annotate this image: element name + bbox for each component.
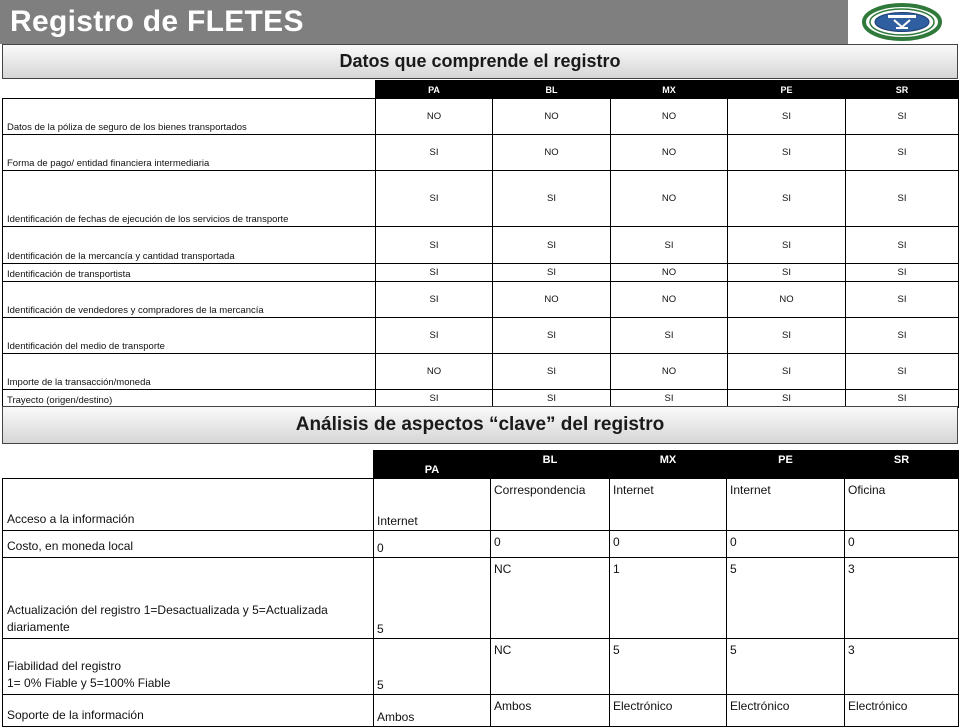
cell-value: Correspondencia: [491, 479, 610, 531]
cell-value: NO: [611, 264, 728, 282]
table-row: [3, 171, 959, 227]
data-fields-table: [2, 80, 959, 408]
key-aspects-table: [2, 450, 959, 727]
cell-value: NO: [376, 99, 493, 135]
cell-value: Oficina: [845, 479, 959, 531]
cell-value: SI: [611, 318, 728, 354]
cell-value: SI: [846, 354, 959, 390]
cell-value: SI: [728, 99, 846, 135]
table-row: [3, 282, 959, 318]
cell-value: NO: [493, 135, 611, 171]
section-title-datos: Datos que comprende el registro: [2, 44, 958, 79]
cell-value: SI: [728, 264, 846, 282]
cell-value: 0: [374, 531, 491, 558]
table-row: [3, 264, 959, 282]
cell-value: SI: [846, 99, 959, 135]
cell-value: SI: [376, 264, 493, 282]
organization-seal-icon: [848, 0, 960, 44]
cell-value: Electrónico: [727, 695, 845, 727]
cell-value: 1: [610, 558, 727, 639]
cell-value: NO: [611, 135, 728, 171]
row-label: Identificación de vendedores y compradores de la mercancía: [3, 282, 376, 318]
column-header: PE: [727, 451, 845, 479]
cell-value: SI: [728, 354, 846, 390]
cell-value: NO: [493, 99, 611, 135]
cell-value: SI: [846, 282, 959, 318]
row-label: Acceso a la información: [3, 479, 374, 531]
cell-value: SI: [728, 227, 846, 264]
row-label: Costo, en moneda local: [3, 531, 374, 558]
cell-value: 5: [610, 639, 727, 695]
cell-value: 3: [845, 558, 959, 639]
cell-value: 0: [491, 531, 610, 558]
cell-value: 0: [845, 531, 959, 558]
table-header-row: [3, 81, 959, 99]
row-label: Importe de la transacción/moneda: [3, 354, 376, 390]
table-row: [3, 695, 959, 727]
cell-value: NO: [728, 282, 846, 318]
column-header: BL: [493, 81, 611, 99]
cell-value: Internet: [727, 479, 845, 531]
row-label: Fiabilidad del registro 1= 0% Fiable y 5=100% Fiable: [3, 639, 374, 695]
row-label: Actualización del registro 1=Desactualizada y 5=Actualizada diariamente: [3, 558, 374, 639]
column-header: SR: [845, 451, 959, 479]
cell-value: SI: [846, 227, 959, 264]
cell-value: SI: [846, 171, 959, 227]
cell-value: 3: [845, 639, 959, 695]
cell-value: SI: [493, 227, 611, 264]
cell-value: Internet: [610, 479, 727, 531]
cell-value: Internet: [374, 479, 491, 531]
cell-value: SI: [493, 354, 611, 390]
cell-value: NO: [611, 354, 728, 390]
cell-value: SI: [376, 318, 493, 354]
column-header: MX: [611, 81, 728, 99]
cell-value: SI: [846, 390, 959, 408]
row-label: Identificación de la mercancía y cantidad transportada: [3, 227, 376, 264]
logo: [848, 0, 960, 44]
cell-value: NO: [611, 171, 728, 227]
cell-value: SI: [376, 282, 493, 318]
row-label: Soporte de la información: [3, 695, 374, 727]
cell-value: SI: [376, 227, 493, 264]
cell-value: NO: [611, 99, 728, 135]
cell-value: SI: [611, 390, 728, 408]
table-row: [3, 318, 959, 354]
cell-value: SI: [728, 390, 846, 408]
table-row: [3, 639, 959, 695]
table-header-row: [3, 451, 959, 479]
column-header: PA: [376, 81, 493, 99]
row-label: Forma de pago/ entidad financiera intermediaria: [3, 135, 376, 171]
cell-value: NC: [491, 558, 610, 639]
cell-value: NO: [376, 354, 493, 390]
cell-value: 5: [374, 558, 491, 639]
column-header: SR: [846, 81, 959, 99]
cell-value: SI: [846, 318, 959, 354]
table-row: [3, 135, 959, 171]
header-corner: [3, 451, 374, 479]
cell-value: SI: [493, 171, 611, 227]
header-corner: [3, 81, 376, 99]
column-header: BL: [491, 451, 610, 479]
section-title-analisis: Análisis de aspectos “clave” del registro: [2, 406, 958, 444]
cell-value: SI: [846, 135, 959, 171]
table-row: [3, 558, 959, 639]
cell-value: NC: [491, 639, 610, 695]
cell-value: SI: [493, 318, 611, 354]
table-row: [3, 227, 959, 264]
column-header: MX: [610, 451, 727, 479]
cell-value: 5: [727, 639, 845, 695]
cell-value: SI: [376, 390, 493, 408]
row-label: Identificación del medio de transporte: [3, 318, 376, 354]
cell-value: Ambos: [491, 695, 610, 727]
column-header: PE: [728, 81, 846, 99]
cell-value: SI: [493, 264, 611, 282]
cell-value: 0: [610, 531, 727, 558]
row-label: Identificación de transportista: [3, 264, 376, 282]
cell-value: NO: [611, 282, 728, 318]
cell-value: 5: [727, 558, 845, 639]
cell-value: SI: [376, 135, 493, 171]
table-row: [3, 99, 959, 135]
cell-value: SI: [728, 171, 846, 227]
cell-value: SI: [611, 227, 728, 264]
cell-value: NO: [493, 282, 611, 318]
row-label: Datos de la póliza de seguro de los bienes transportados: [3, 99, 376, 135]
page-title: Registro de FLETES: [10, 5, 304, 38]
cell-value: SI: [846, 264, 959, 282]
table-row: [3, 531, 959, 558]
table-row: [3, 390, 959, 408]
cell-value: Ambos: [374, 695, 491, 727]
cell-value: SI: [493, 390, 611, 408]
cell-value: Electrónico: [845, 695, 959, 727]
cell-value: SI: [376, 171, 493, 227]
row-label: Trayecto (origen/destino): [3, 390, 376, 408]
column-header: PA: [374, 451, 491, 479]
table-row: [3, 479, 959, 531]
cell-value: 0: [727, 531, 845, 558]
row-label: Identificación de fechas de ejecución de los servicios de transporte: [3, 171, 376, 227]
cell-value: SI: [728, 318, 846, 354]
table-row: [3, 354, 959, 390]
cell-value: 5: [374, 639, 491, 695]
cell-value: Electrónico: [610, 695, 727, 727]
cell-value: SI: [728, 135, 846, 171]
title-bar: [0, 0, 960, 44]
